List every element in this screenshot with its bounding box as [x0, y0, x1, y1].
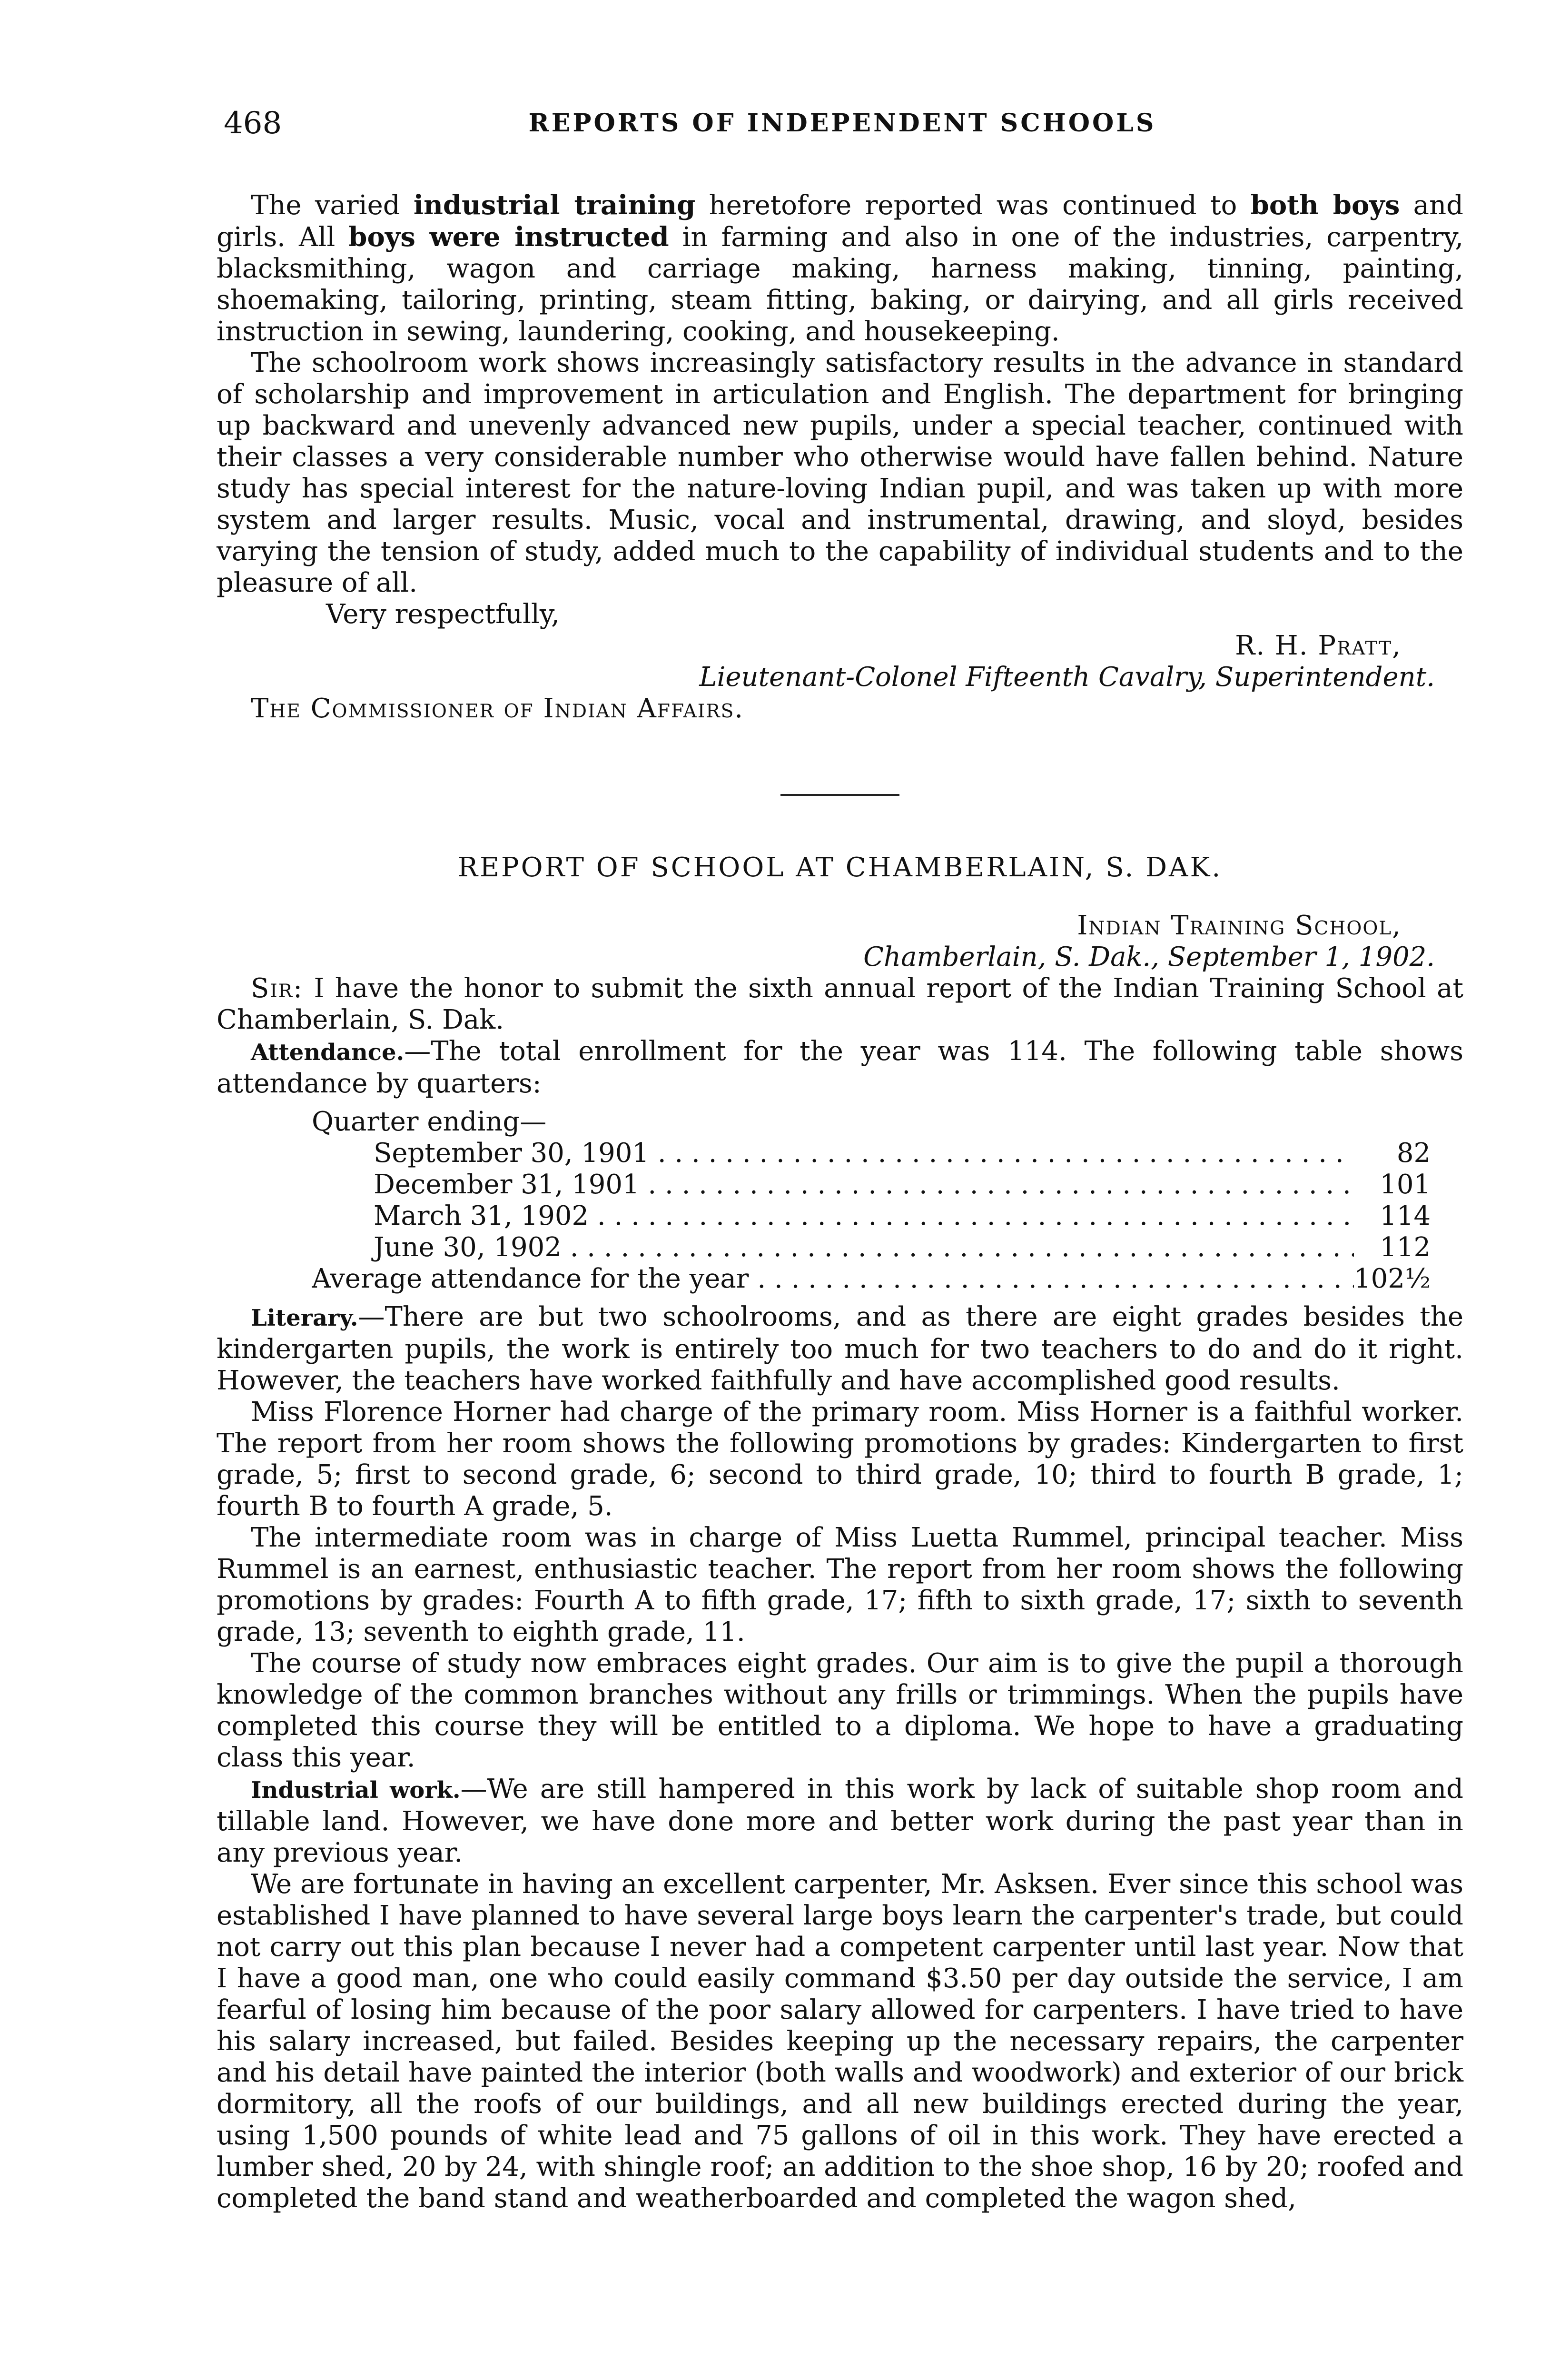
- literary-paragraph: Literary.—There are but two schoolrooms, and as there are eight grades besides the kindergarten pupils, the work is entirely too much for two teachers to do and do it right. However, the teachers have worked faithfully and have accomplished good results.: [217, 1301, 1463, 1396]
- schoolroom-paragraph: The schoolroom work shows increasingly satisfactory results in the advance in standard of scholarship and improvement in articulation and English. The department for bringing up backward and unevenly advanced new pupils, under a special teacher, continued with their classes a very considerable number who otherwise would have fallen behind. Nature study has special interest for the nature-loving Indian pupil, and was taken up with more system and larger results. Music, vocal and instrumental, drawing, and sloyd, besides varying the tension of study, added much to the capability of individual students and to the pleasure of all.: [217, 347, 1463, 598]
- quarter-date: June 30, 1902: [374, 1232, 562, 1263]
- rummel-paragraph: The intermediate room was in charge of Miss Luetta Rummel, principal teacher. Miss Rummel is an earnest, enthusiastic teacher. The report from her room shows the following promotions by grades: Fourth A to fifth grade, 17; fifth to sixth grade, 17; sixth to seventh grade, 13; seventh to eighth grade, 11.: [217, 1522, 1463, 1647]
- table-row: [312, 1169, 1431, 1200]
- quarter-value: 82: [1396, 1138, 1431, 1169]
- intro-paragraph: Sir: I have the honor to submit the sixth annual report of the Indian Training School at Chamberlain, S. Dak.: [217, 973, 1463, 1035]
- closing-line: Very respectfully,: [326, 599, 560, 630]
- carlisle-section: [217, 189, 1463, 724]
- table-row: [312, 1138, 1431, 1169]
- average-value: 102½: [1354, 1263, 1431, 1294]
- quarter-value: 101: [1380, 1169, 1431, 1200]
- signer-title: Lieutenant-Colonel Fifteenth Cavalry, Superintendent.: [699, 662, 1435, 693]
- addressee-line: The Commissioner of Indian Affairs.: [251, 693, 744, 724]
- signer-name: R. H. Pratt,: [1235, 630, 1402, 661]
- average-label: Average attendance for the year: [312, 1263, 749, 1294]
- quarter-date: March 31, 1902: [374, 1200, 589, 1231]
- attendance-rows: [312, 1138, 1431, 1295]
- chamberlain-section: [217, 910, 1463, 2214]
- table-row: [312, 1232, 1431, 1263]
- running-head: REPORTS OF INDEPENDENT SCHOOLS: [528, 109, 1156, 138]
- table-row: [312, 1200, 1431, 1232]
- carpenter-paragraph: We are fortunate in having an excellent carpenter, Mr. Asksen. Ever since this school was established I have planned to have several large boys learn the carpenter's trade, but could not carry out this plan because I never had a competent carpenter until last year. Now that I have a good man, one who could easily command $3.50 per day outside the service, I am fearful of losing him because of the poor salary allowed for carpenters. I have tried to have his salary increased, but failed. Besides keeping up the necessary repairs, the carpenter and his detail have painted the interior (both walls and woodwork) and exterior of our brick dormitory, all the roofs of our buildings, and all new buildings erected during the year, using 1,500 pounds of white lead and 75 gallons of oil in this work. They have erected a lumber shed, 20 by 24, with shingle roof; an addition to the shoe shop, 16 by 20; roofed and completed the band stand and weatherboarded and completed the wagon shed,: [217, 1869, 1463, 2214]
- quarter-label: Quarter ending—: [312, 1106, 547, 1137]
- quarter-date: September 30, 1901: [374, 1138, 650, 1169]
- school-name: Indian Training School,: [1077, 910, 1402, 941]
- table-row-average: [312, 1263, 1431, 1295]
- industrial-training-paragraph: The varied industrial training heretofore reported was continued to both boys and girls. All boys were instructed in farming and also in one of the industries, carpentry, blacksmithing, wagon and carriage making, harness making, tinning, painting, shoemaking, tailoring, printing, steam fitting, baking, or dairying, and all girls received instruction in sewing, laundering, cooking, and housekeeping.: [217, 189, 1464, 347]
- horner-paragraph: Miss Florence Horner had charge of the primary room. Miss Horner is a faithful worker. The report from her room shows the following promotions by grades: Kindergarten to first grade, 5; first to second grade, 6; second to third grade, 10; third to fourth B grade, 1; fourth B to fourth A grade, 5.: [217, 1397, 1463, 1522]
- page-header: [224, 106, 1461, 144]
- course-paragraph: The course of study now embraces eight grades. Our aim is to give the pupil a thorough knowledge of the common branches without any frills or trimmings. When the pupils have completed this course they will be entitled to a diploma. We hope to have a graduating class this year.: [217, 1648, 1463, 1773]
- report-title: REPORT OF SCHOOL AT CHAMBERLAIN, S. DAK.: [457, 852, 1223, 883]
- industrial-paragraph: Industrial work.—We are still hampered in this work by lack of suitable shop room and tillable land. However, we have done more and better work during the past year than in any previous year.: [217, 1774, 1464, 1868]
- quarter-value: 112: [1380, 1232, 1431, 1263]
- section-divider: [780, 794, 899, 796]
- attendance-paragraph: Attendance.—The total enrollment for the year was 114. The following table shows attendance by quarters:: [217, 1036, 1463, 1099]
- place-date: Chamberlain, S. Dak., September 1, 1902.: [863, 942, 1435, 972]
- quarter-value: 114: [1380, 1200, 1431, 1231]
- page-number: 468: [224, 106, 282, 141]
- attendance-table: [217, 1100, 1430, 1301]
- quarter-date: December 31, 1901: [374, 1169, 640, 1200]
